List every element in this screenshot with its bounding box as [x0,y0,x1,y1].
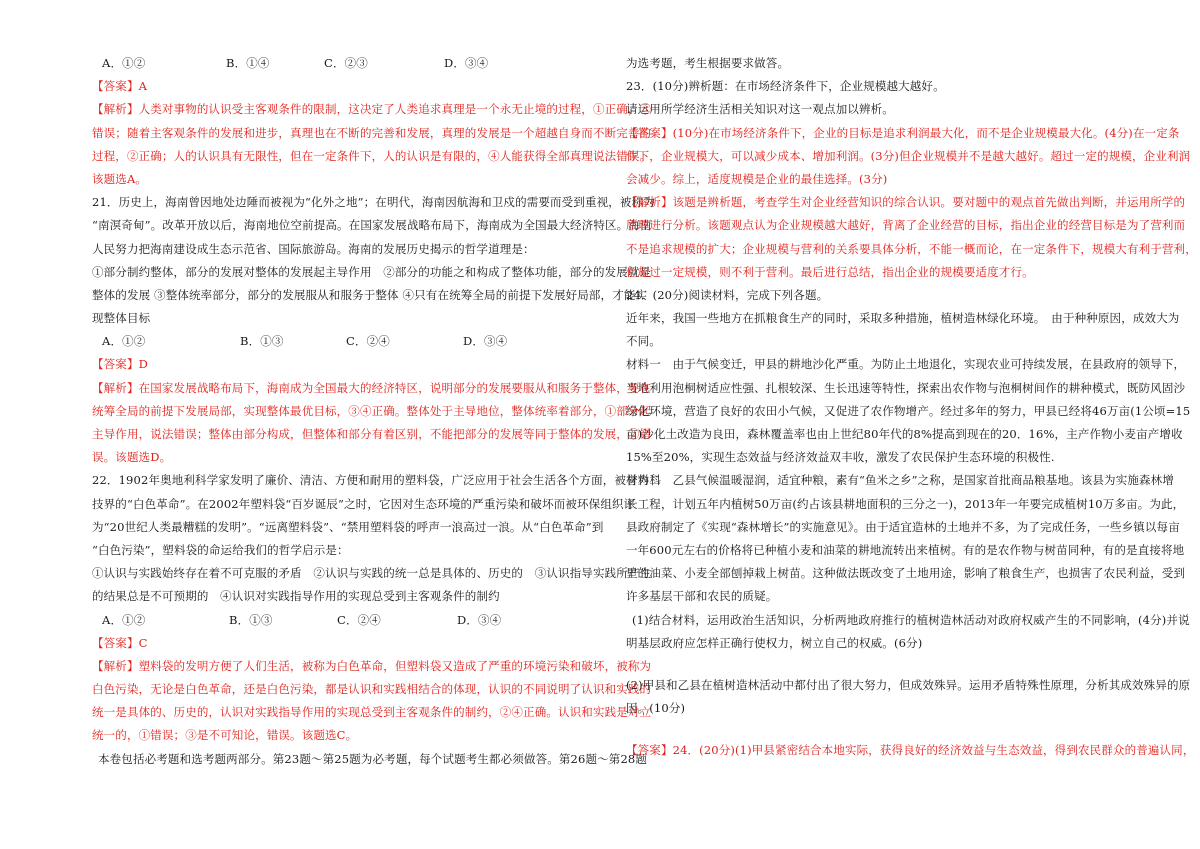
q21-stem-line: ①部分制约整体，部分的发展对整体的发展起主导作用 ②部分的功能之和构成了整体功能，部分的发展就是 [92,264,652,279]
q24-sub1-line: 明基层政府应怎样正确行使权力，树立自己的权威。(6分) [626,635,923,650]
q22-answer: 【答案】C [92,635,148,650]
q22-option-c: C．②④ [337,612,381,627]
q20-answer: 【答案】A [92,79,148,94]
section-note-continued: 为选考题，考生根据要求做答。 [626,56,790,70]
q23-analysis-line: 【解析】该题是辨析题，考查学生对企业经营知识的综合认识。要对题中的观点首先做出判断，并运用所学的 [626,195,1186,210]
q24-stem-line: 长工程，计划五年内植树50万亩(约占该县耕地面积的三分之一)，2013年一年要完成植树10万多亩。为此， [626,496,1185,511]
q21-option-d: D．③④ [463,334,508,349]
q21-options [92,330,592,353]
q23-analysis-line: 不是追求规模的扩大；企业规模与营利的关系要具体分析，不能一概而论，在一定条件下，规模大有利于营利， [626,241,1197,256]
q24-sub2-line: 因。(10分) [626,701,686,716]
section-note: 本卷包括必考题和选考题两部分。第23题～第25题为必考题，每个试题考生都必须做答。第26题～第28题 [98,751,648,766]
q21-option-c: C．②④ [346,334,390,349]
q20-analysis-line: 错误；随着主客观条件的发展和进步，真理也在不断的完善和发展，真理的发展是一个超越自身而不断完善的 [92,125,652,140]
blank-answer-space [626,655,1146,674]
q24-stem-line: 材料二 乙县气候温暖湿润，适宜种粮，素有“鱼米之乡”之称，是国家首批商品粮基地。该县为实施森林增 [626,473,1174,488]
q24-stem-line: 里的油菜、小麦全部刨掉栽上树苗。这种做法既改变了土地用途，影响了粮食生产，也损害了农民利益，受到 [626,566,1186,581]
q21-analysis-line: 主导作用，说法错误；整体由部分构成，但整体和部分有着区别，不能把部分的发展等同于整体的发展，②错 [92,427,652,441]
q24-stem-line: 亩)沙化土改造为良田，森林覆盖率也由上世纪80年代的8%提高到现在的20．16%，主产作物小麦亩产增收 [626,427,1183,441]
q20-option-c: C．②③ [324,56,368,70]
q23-answer-line: 件下，企业规模大，可以减少成本、增加利润。(3分)但企业规模并不是越大越好。超过一定的规模，企业利润 [626,148,1191,163]
q20-analysis-line: 该题选A。 [92,171,148,186]
q21-stem-line: 人民努力把海南建设成生态示范省、国际旅游岛。海南的发展历史揭示的哲学道理是： [92,241,535,256]
q20-options [92,52,592,75]
q21-option-a: A．①② [102,334,146,349]
q21-stem-line: 21．历史上，海南曾因地处边陲而被视为“化外之地”；在明代，海南因航海和卫戍的需要而受到重视，被称为 [92,195,655,210]
q23-answer-line: 【答案】(10分)在市场经济条件下，企业的目标是追求利润最大化，而不是企业规模最大化。(4分)在一定条 [626,125,1180,140]
q24-stem-line: 县政府制定了《实现“森林增长”的实施意见》。由于适宜造林的土地并不多，为了完成任务，一些乡镇以每亩 [626,519,1180,534]
q20-analysis-line: 过程，②正确；人的认识具有无限性，但在一定条件下，人的认识是有限的，④人能获得全部真理说法错误。 [92,148,652,163]
q24-stem-line: 绿化环境，营造了良好的农田小气候，又促进了农作物增产。经过多年的努力，甲县已经将46万亩(1公顷=15 [626,403,1191,418]
q22-option-b: B．①③ [229,612,273,627]
q22-stem-line: 技界的“白色革命”。在2002年塑料袋“百岁诞辰”之时，它因对生态环境的严重污染和破坏而被环保组织评 [92,496,636,511]
q22-option-a: A．①② [102,612,146,627]
q21-analysis-line: 误。该题选D。 [92,450,172,465]
blank-answer-space [626,720,1146,739]
q22-analysis-line: 白色污染，无论是白色革命，还是白色污染，都是认识和实践相结合的体现，认识的不同说明了认识和实践的 [92,682,652,697]
q22-stem-line: 为“20世纪人类最糟糕的发明”。“远离塑料袋”、“禁用塑料袋的呼声一浪高过一浪。从“白色革命”到 [92,519,604,534]
q22-stem-line: ①认识与实践始终存在着不可克服的矛盾 ②认识与实践的统一总是具体的、历史的 ③认识指导实践所产生 [92,566,652,581]
q20-option-d: D．③④ [444,56,489,70]
q24-stem-line: 近年来，我国一些地方在抓粮食生产的同时，采取多种措施，植树造林绿化环境。 由于种种原因，成效大为 [626,311,1180,326]
q22-stem-line: 的结果总是不可预期的 ④认识对实践指导作用的实现总受到主客观条件的制约 [92,589,500,604]
q22-option-d: D．③④ [457,612,502,627]
q24-stem-line: 一年600元左右的价格将已种植小麦和油菜的耕地流转出来植树。有的是农作物与树苗同种，有的是直接将地 [626,542,1185,557]
q21-option-b: B．①③ [240,334,284,349]
q22-analysis-line: 统一的，①错误；③是不可知论，错误。该题选C。 [92,728,358,743]
q22-stem-line: 22．1902年奥地利科学家发明了廉价、清洁、方便和耐用的塑料袋，广泛应用于社会生活各个方面，被誉为科 [92,473,662,488]
q24-stem-line: 许多基层干部和农民的质疑。 [626,589,778,604]
q23-stem-line: 请运用所学经济生活相关知识对这一观点加以辨析。 [626,102,894,117]
q21-answer: 【答案】D [92,357,148,372]
q20-option-a: A．①② [102,56,146,70]
right-column [626,52,1197,762]
q22-analysis-line: 统一是具体的、历史的，认识对实践指导作用的实现总受到主客观条件的制约，②④正确。认识和实践是对立 [92,705,652,720]
q20-option-b: B．①④ [226,56,270,70]
q21-stem-line: 整体的发展 ③整体统率部分，部分的发展服从和服务于整体 ④只有在统筹全局的前提下发展好局部，才能实 [92,287,648,302]
q21-analysis-line: 统筹全局的前提下发展局部，实现整体最优目标，③④正确。整体处于主导地位，整体统率着部分，①部分起 [92,403,652,418]
q23-analysis-line: 原理进行分析。该题观点认为企业规模越大越好，背离了企业经营的目标，指出企业的经营目标是为了营利而 [626,218,1186,233]
q22-analysis-line: 【解析】塑料袋的发明方便了人们生活，被称为白色革命，但塑料袋又造成了严重的环境污染和破坏，被称为 [92,658,652,673]
q23-analysis-line: 但超过一定规模，则不利于营利。最后进行总结，指出企业的规模要适度才行。 [626,264,1034,279]
q22-options [92,609,592,632]
q24-stem-line: 24．(20分)阅读材料，完成下列各题。 [626,287,829,302]
q20-analysis-line: 【解析】人类对事物的认识受主客观条件的限制，这决定了人类追求真理是一个永无止境的过程，①正确，③ [92,102,652,117]
q21-analysis-line: 【解析】在国家发展战略布局下，海南成为全国最大的经济特区，说明部分的发展要服从和服务于整体，要在 [92,380,652,395]
q23-stem-line: 23．(10分)辨析题：在市场经济条件下，企业规模越大越好。 [626,79,945,94]
q24-stem-line: 材料一 由于气候变迁，甲县的耕地沙化严重。为防止土地退化，实现农业可持续发展，在县政府的领导下， [626,357,1186,372]
q24-stem-line: 15%至20%，实现生态效益与经济效益双丰收，激发了农民保护生态环境的积极性. [626,450,1055,465]
q23-answer-line: 会减少。综上，适度规模是企业的最佳选择。(3分) [626,171,888,186]
q24-answer-line: 【答案】24．(20分)(1)甲县紧密结合本地实际，获得良好的经济效益与生态效益，得到农民群众的普遍认同， [626,743,1195,758]
q24-stem-line: 当地利用泡桐树适应性强、扎根较深、生长迅速等特性，探索出农作物与泡桐树间作的耕种模式，既防风固沙 [626,380,1186,395]
q21-stem-line: 现整体目标 [92,311,151,326]
q24-stem-line: 不同。 [626,334,661,349]
q22-stem-line: “白色污染”，塑料袋的命运给我们的哲学启示是： [92,542,349,557]
q24-sub1-line: (1)结合材料，运用政治生活知识，分析两地政府推行的植树造林活动对政府权威产生的不同影响，(4分)并说 [632,612,1190,627]
q21-stem-line: “南溟奇甸”。改革开放以后，海南地位空前提高。在国家发展战略布局下，海南成为全国最大经济特区。海南 [92,218,652,233]
q24-sub2-line: (2)甲县和乙县在植树造林活动中都付出了很大努力，但成效殊异。运用矛盾特殊性原理，分析其成效殊异的原 [626,677,1191,692]
